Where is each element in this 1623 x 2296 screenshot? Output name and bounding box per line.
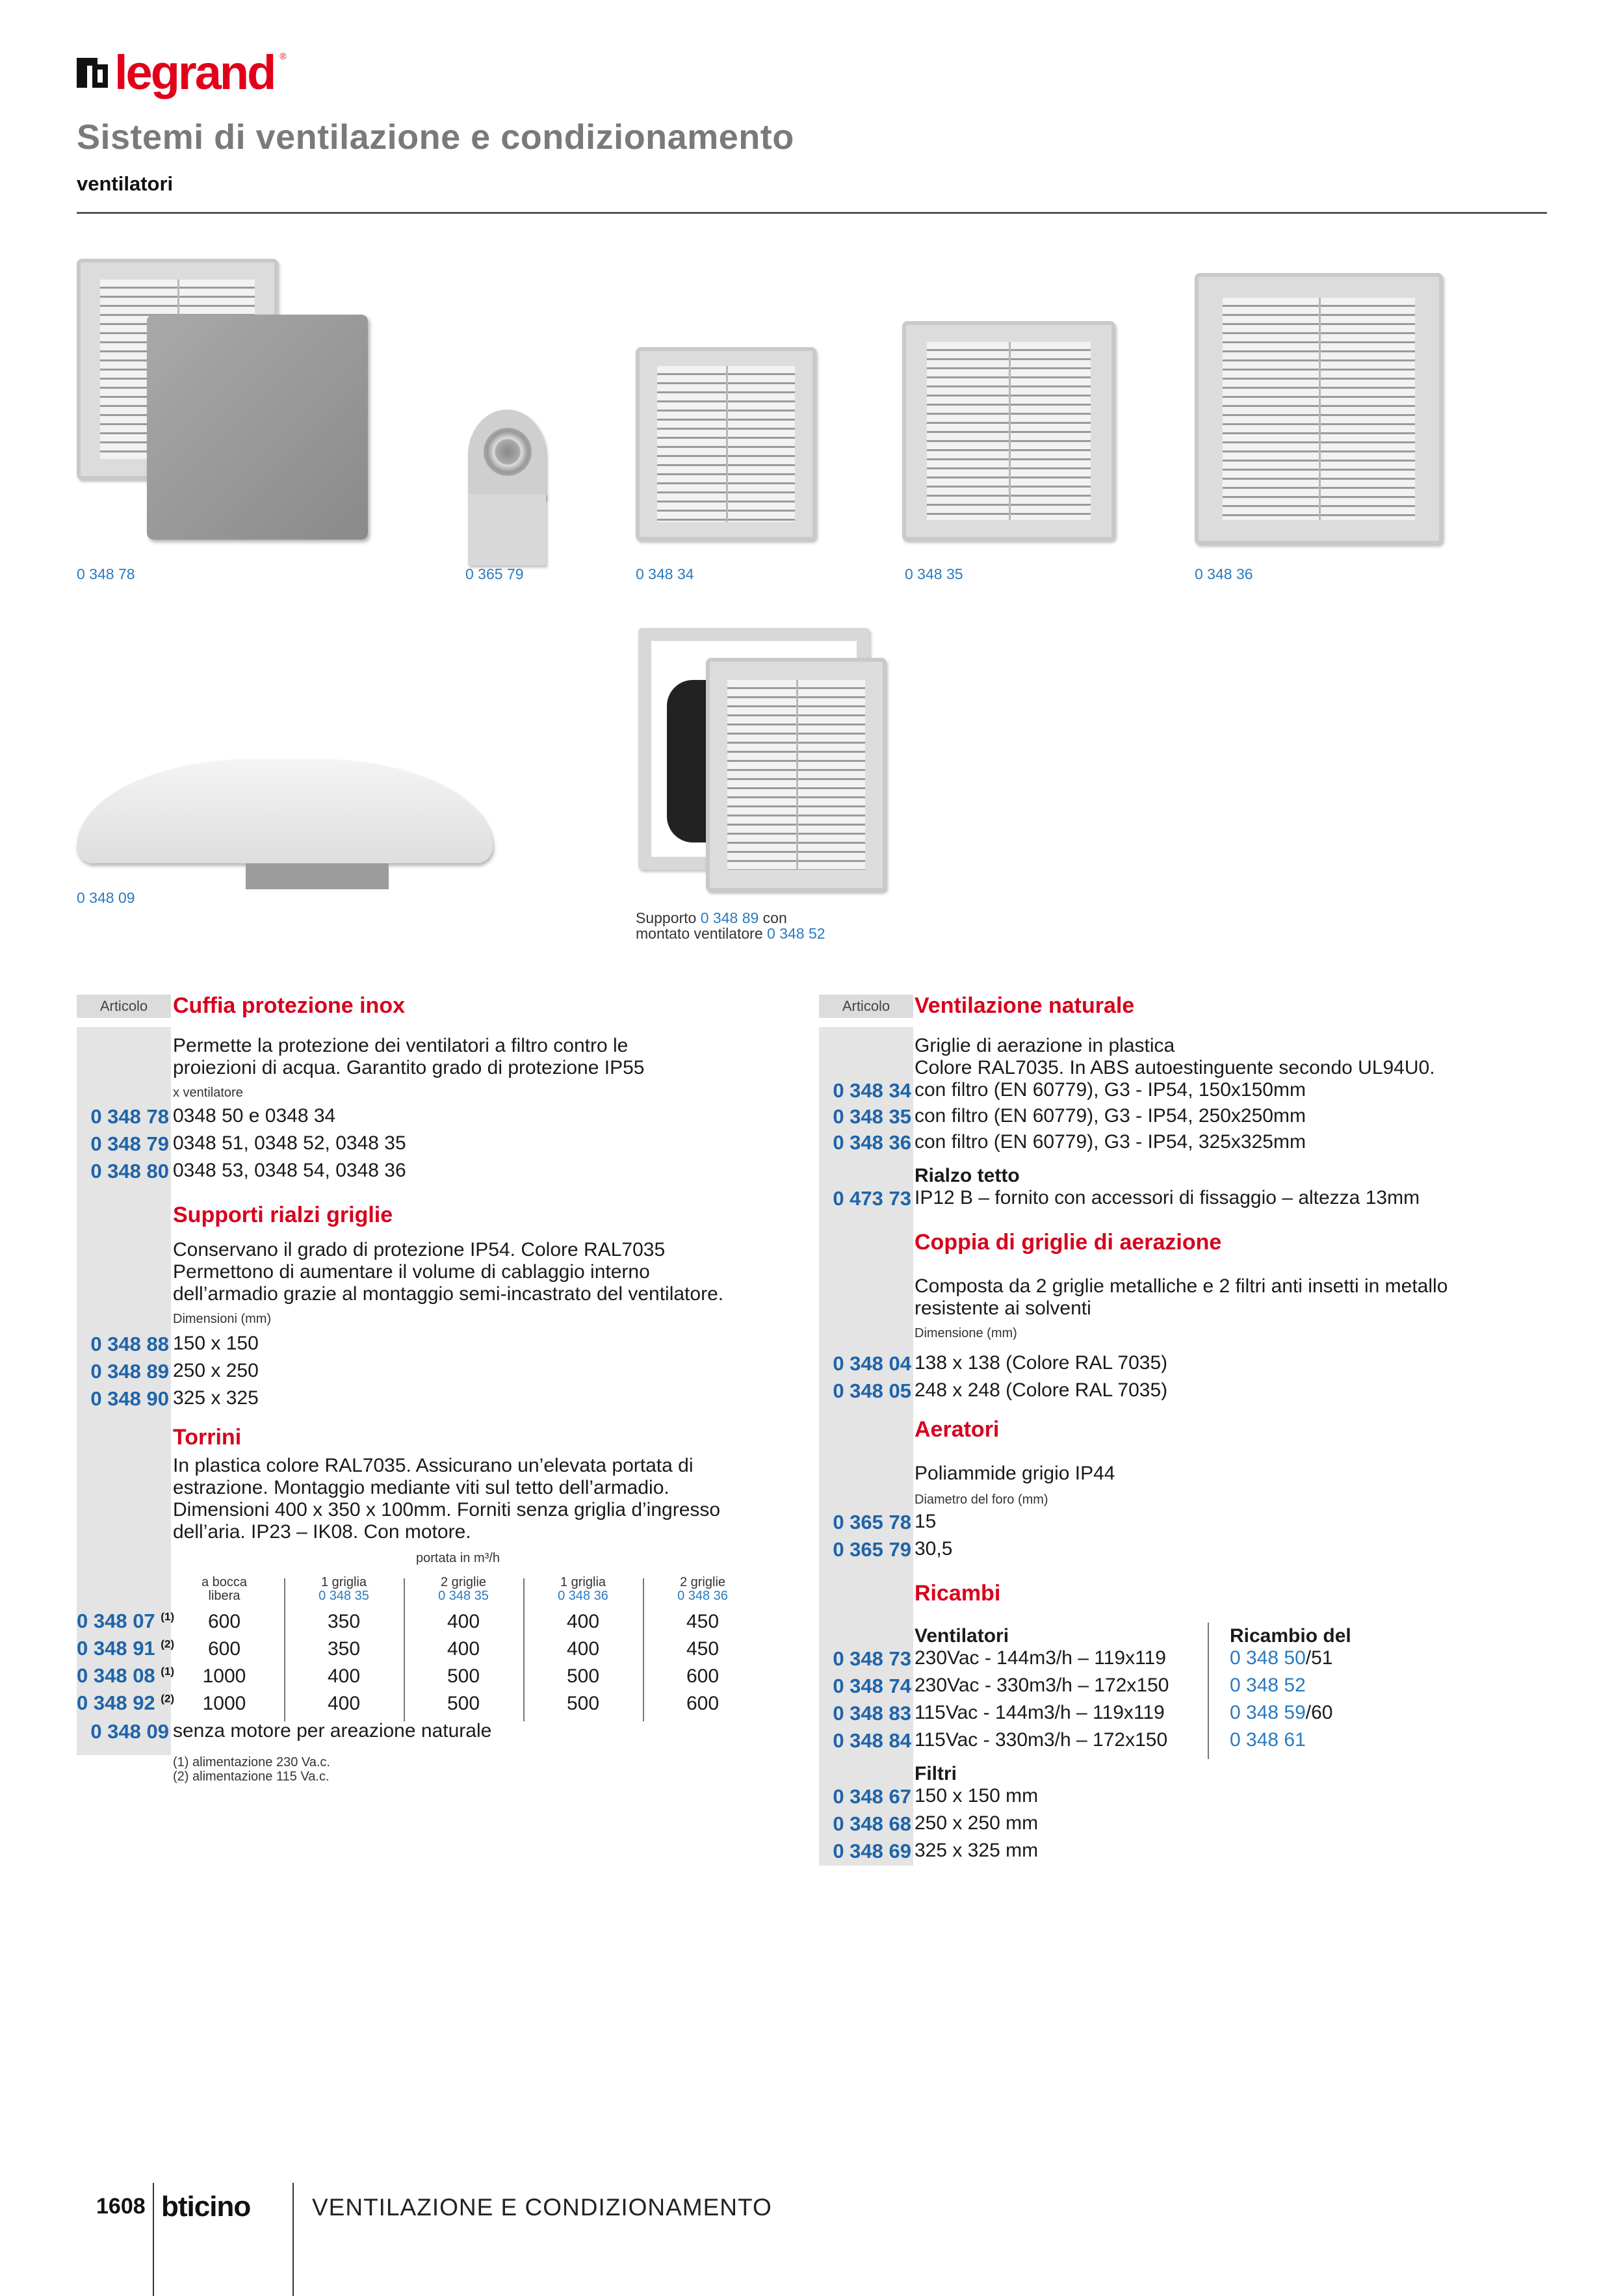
coppia-note: Dimensione (mm) xyxy=(915,1326,1017,1340)
section-title-ricambi: Ricambi xyxy=(915,1581,1001,1606)
ventilazione-row-3: con filtro (EN 60779), G3 - IP54, 325x325mm xyxy=(915,1131,1306,1153)
ricambi-row-2: 230Vac - 330m3/h – 172x150 xyxy=(915,1675,1169,1696)
torrini-r4-c2: 400 xyxy=(327,1693,361,1714)
ricambi-ref-3: 0 348 59/60 xyxy=(1230,1702,1333,1723)
code-034889: 0 348 89 xyxy=(90,1360,169,1383)
filtri-row-1: 150 x 150 mm xyxy=(915,1785,1039,1807)
torrini-col-header-4a: 1 griglia xyxy=(560,1575,606,1589)
caption-036579: 0 365 79 xyxy=(465,566,524,582)
code-036578: 0 365 78 xyxy=(833,1511,911,1533)
torrini-desc-2: estrazione. Montaggio mediante viti sul tetto dell’armadio. xyxy=(173,1477,669,1498)
code-034835: 0 348 35 xyxy=(833,1105,911,1128)
torrini-desc-4: dell’aria. IP23 – IK08. Con motore. xyxy=(173,1521,471,1543)
torrini-col-header-2b: 0 348 35 xyxy=(318,1589,369,1603)
torrini-col-header-5a: 2 griglie xyxy=(679,1575,726,1589)
ricambi-ref-1: 0 348 50/51 xyxy=(1230,1647,1333,1669)
torrini-r3-c1: 1000 xyxy=(202,1665,246,1687)
legrand-logo xyxy=(77,47,287,99)
ventilazione-desc-1: Griglie di aerazione in plastica xyxy=(915,1035,1175,1056)
torrini-col-header-1a: a bocca xyxy=(201,1575,248,1589)
cuffia-note: x ventilatore xyxy=(173,1086,243,1100)
cuffia-row-3: 0348 53, 0348 54, 0348 36 xyxy=(173,1160,406,1181)
supporti-note: Dimensioni (mm) xyxy=(173,1312,272,1326)
cuffia-desc-1: Permette la protezione dei ventilatori a filtro contro le xyxy=(173,1035,629,1056)
code-034809: 0 348 09 xyxy=(90,1720,169,1743)
torrini-r1-c4: 400 xyxy=(566,1611,600,1632)
torrini-col-divider xyxy=(404,1578,405,1721)
section-title-supporti: Supporti rialzi griglie xyxy=(173,1203,393,1227)
bticino-logo: bticino xyxy=(161,2191,251,2223)
product-image-034835 xyxy=(902,321,1117,542)
torrini-col-header-3a: 2 griglie xyxy=(440,1575,487,1589)
filtri-subhead: Filtri xyxy=(915,1763,957,1784)
supporti-desc-3: dell’armadio grazie al montaggio semi-incastrato del ventilatore. xyxy=(173,1283,724,1305)
supporti-desc-1: Conservano il grado di protezione IP54. Colore RAL7035 xyxy=(173,1239,666,1260)
page-number: 1608 xyxy=(96,2194,146,2219)
torrini-desc-3: Dimensioni 400 x 350 x 100mm. Forniti senza griglia d’ingresso xyxy=(173,1499,721,1520)
torrini-portata-label: portata in m³/h xyxy=(416,1551,500,1565)
torrini-r1-c5: 450 xyxy=(686,1611,720,1632)
code-034804: 0 348 04 xyxy=(833,1352,911,1375)
product-image-036579 xyxy=(455,410,559,566)
code-034834: 0 348 34 xyxy=(833,1079,911,1102)
torrini-r2-c1: 600 xyxy=(207,1638,241,1660)
footer-divider xyxy=(153,2183,154,2296)
page-subtitle: ventilatori xyxy=(77,172,174,195)
product-image-034878 xyxy=(77,259,376,545)
coppia-desc-1: Composta da 2 griglie metalliche e 2 filtri anti insetti in metallo xyxy=(915,1275,1448,1297)
torrini-col-header-1b: libera xyxy=(208,1589,240,1603)
torrini-r2-c2: 350 xyxy=(327,1638,361,1660)
ricambi-del-subhead: Ricambio del xyxy=(1230,1625,1351,1647)
code-034805: 0 348 05 xyxy=(833,1379,911,1402)
legrand-mark-icon xyxy=(77,57,109,89)
supporti-desc-2: Permettono di aumentare il volume di cablaggio interno xyxy=(173,1261,650,1283)
section-title-aeratori: Aeratori xyxy=(915,1417,1000,1442)
supporti-row-1: 150 x 150 xyxy=(173,1333,259,1354)
rialzo-subhead: Rialzo tetto xyxy=(915,1165,1020,1186)
footer-title: VENTILAZIONE E CONDIZIONAMENTO xyxy=(312,2194,772,2221)
torrini-r2-c3: 400 xyxy=(447,1638,480,1660)
coppia-row-2: 248 x 248 (Colore RAL 7035) xyxy=(915,1379,1168,1401)
torrini-r3-c2: 400 xyxy=(327,1665,361,1687)
articolo-header-right: Articolo xyxy=(819,995,913,1018)
caption-034878: 0 348 78 xyxy=(77,566,135,582)
ricambi-ref-4: 0 348 61 xyxy=(1230,1729,1306,1751)
cuffia-row-2: 0348 51, 0348 52, 0348 35 xyxy=(173,1132,406,1154)
code-034808: 0 348 08 $^{(1)}$ xyxy=(77,1664,175,1687)
code-034878: 0 348 78 xyxy=(90,1105,169,1128)
code-034873: 0 348 73 xyxy=(833,1647,911,1670)
torrini-r2-c4: 400 xyxy=(566,1638,600,1660)
torrini-col-header-4b: 0 348 36 xyxy=(558,1589,608,1603)
caption-support: Supporto 0 348 89 con montato ventilatore 0 348 52 xyxy=(636,909,825,942)
aeratori-row-1: 15 xyxy=(915,1511,937,1532)
section-title-ventilazione: Ventilazione naturale xyxy=(915,993,1135,1018)
code-034883: 0 348 83 xyxy=(833,1702,911,1725)
product-image-034834 xyxy=(636,347,818,542)
torrini-r1-c2: 350 xyxy=(327,1611,361,1632)
code-034867: 0 348 67 xyxy=(833,1785,911,1808)
coppia-row-1: 138 x 138 (Colore RAL 7035) xyxy=(915,1352,1168,1374)
torrini-col-header-5b: 0 348 36 xyxy=(677,1589,728,1603)
product-image-034809 xyxy=(77,759,493,889)
torrini-col-divider xyxy=(643,1578,644,1721)
ricambi-row-1: 230Vac - 144m3/h – 119x119 xyxy=(915,1647,1166,1669)
filtri-row-3: 325 x 325 mm xyxy=(915,1840,1039,1861)
supporti-row-2: 250 x 250 xyxy=(173,1360,259,1381)
torrini-r4-c1: 1000 xyxy=(202,1693,246,1714)
torrini-r1-c3: 400 xyxy=(447,1611,480,1632)
section-title-torrini: Torrini xyxy=(173,1425,242,1450)
caption-034809: 0 348 09 xyxy=(77,889,135,906)
section-title-cuffia: Cuffia protezione inox xyxy=(173,993,405,1018)
torrini-r2-c5: 450 xyxy=(686,1638,720,1660)
code-034888: 0 348 88 xyxy=(90,1333,169,1355)
torrini-desc-1: In plastica colore RAL7035. Assicurano un’elevata portata di xyxy=(173,1455,694,1476)
footer-divider xyxy=(292,2183,294,2296)
ventilazione-row-1: con filtro (EN 60779), G3 - IP54, 150x150mm xyxy=(915,1079,1306,1101)
ricambi-ref-2: 0 348 52 xyxy=(1230,1675,1306,1696)
ricambi-row-4: 115Vac - 330m3/h – 172x150 xyxy=(915,1729,1168,1751)
aeratori-desc-1: Poliammide grigio IP44 xyxy=(915,1463,1115,1484)
page-title: Sistemi di ventilazione e condizionamento xyxy=(77,118,794,157)
ventilazione-desc-2: Colore RAL7035. In ABS autoestinguente secondo UL94U0. xyxy=(915,1057,1435,1078)
logo-text: legrand xyxy=(114,46,275,99)
code-034891: 0 348 91 $^{(2)}$ xyxy=(77,1637,175,1660)
code-034807: 0 348 07 $^{(1)}$ xyxy=(77,1610,175,1632)
torrini-footnote-2: (2) alimentazione 115 Va.c. xyxy=(173,1769,330,1784)
torrini-col-header-3b: 0 348 35 xyxy=(438,1589,489,1603)
ricambi-ventilatori-subhead: Ventilatori xyxy=(915,1625,1009,1647)
cuffia-row-1: 0348 50 e 0348 34 xyxy=(173,1105,336,1127)
torrini-col-divider xyxy=(284,1578,285,1721)
code-034879: 0 348 79 xyxy=(90,1132,169,1155)
cuffia-desc-2: proiezioni di acqua. Garantito grado di protezione IP55 xyxy=(173,1057,645,1078)
filtri-row-2: 250 x 250 mm xyxy=(915,1812,1039,1834)
torrini-r4-c3: 500 xyxy=(447,1693,480,1714)
torrini-r4-c4: 500 xyxy=(566,1693,600,1714)
torrini-footnote-1: (1) alimentazione 230 Va.c. xyxy=(173,1755,330,1769)
torrini-r1-c1: 600 xyxy=(207,1611,241,1632)
torrini-r3-c3: 500 xyxy=(447,1665,480,1687)
product-image-034889-034852 xyxy=(638,628,887,892)
torrini-r4-c5: 600 xyxy=(686,1693,720,1714)
torrini-r3-c4: 500 xyxy=(566,1665,600,1687)
torrini-col-header-2a: 1 griglia xyxy=(320,1575,367,1589)
articolo-header-left: Articolo xyxy=(77,995,171,1018)
code-036579: 0 365 79 xyxy=(833,1538,911,1561)
aeratori-note: Diametro del foro (mm) xyxy=(915,1493,1048,1507)
code-034869: 0 348 69 xyxy=(833,1840,911,1862)
code-034836: 0 348 36 xyxy=(833,1131,911,1154)
ventilazione-row-2: con filtro (EN 60779), G3 - IP54, 250x250mm xyxy=(915,1105,1306,1127)
torrini-col-divider xyxy=(523,1578,525,1721)
supporti-row-3: 325 x 325 xyxy=(173,1387,259,1409)
caption-034835: 0 348 35 xyxy=(905,566,963,582)
code-034880: 0 348 80 xyxy=(90,1160,169,1182)
torrini-r3-c5: 600 xyxy=(686,1665,720,1687)
ricambi-row-3: 115Vac - 144m3/h – 119x119 xyxy=(915,1702,1165,1723)
code-034874: 0 348 74 xyxy=(833,1675,911,1697)
code-034890: 0 348 90 xyxy=(90,1387,169,1410)
rialzo-row: IP12 B – fornito con accessori di fissaggio – altezza 13mm xyxy=(915,1187,1420,1208)
logo-registered: ® xyxy=(279,51,287,61)
aeratori-row-2: 30,5 xyxy=(915,1538,953,1559)
code-047373: 0 473 73 xyxy=(833,1187,911,1210)
coppia-desc-2: resistente ai solventi xyxy=(915,1298,1091,1319)
caption-034834: 0 348 34 xyxy=(636,566,694,582)
header-divider xyxy=(77,212,1547,214)
product-image-034836 xyxy=(1195,273,1444,546)
ricambi-divider xyxy=(1208,1623,1209,1759)
torrini-last-row: senza motore per areazione naturale xyxy=(173,1720,492,1742)
code-034884: 0 348 84 xyxy=(833,1729,911,1752)
section-title-coppia: Coppia di griglie di aerazione xyxy=(915,1230,1222,1255)
code-034892: 0 348 92 $^{(2)}$ xyxy=(77,1691,175,1714)
caption-034836: 0 348 36 xyxy=(1195,566,1253,582)
code-034868: 0 348 68 xyxy=(833,1812,911,1835)
